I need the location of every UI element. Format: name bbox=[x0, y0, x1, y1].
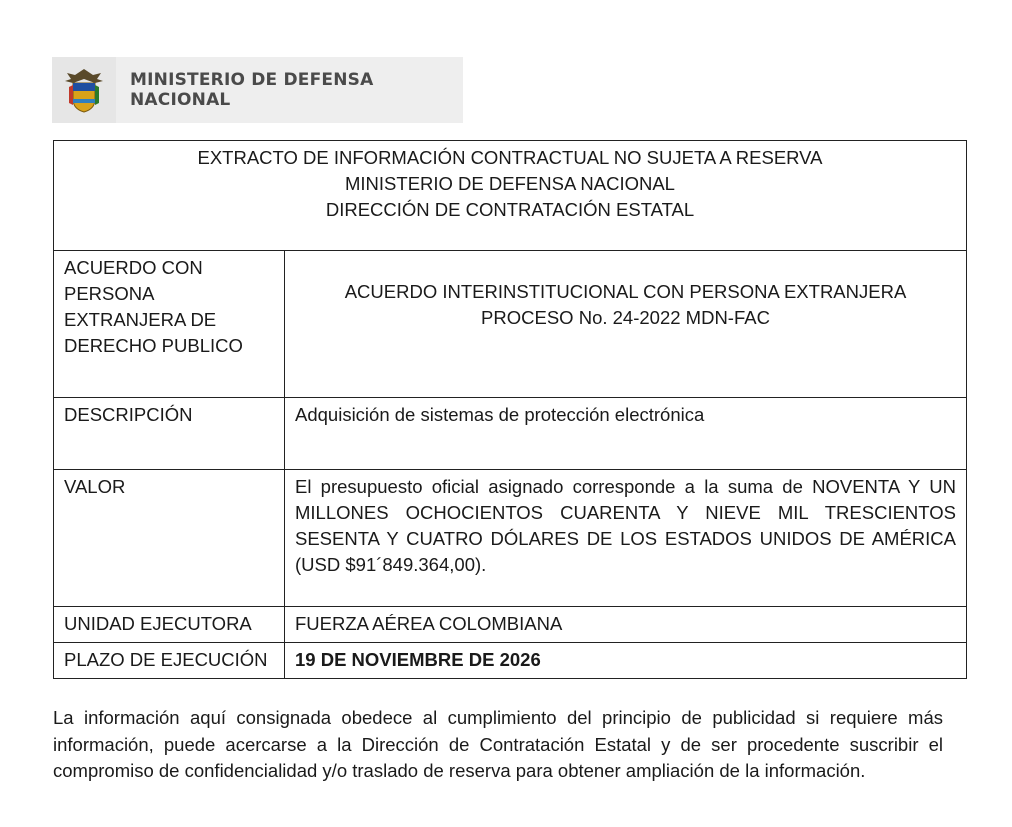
org-name-line1: MINISTERIO DE DEFENSA bbox=[130, 70, 374, 90]
contract-extract-table bbox=[53, 140, 967, 679]
org-name-line2: NACIONAL bbox=[130, 90, 231, 110]
row-label-cell bbox=[54, 251, 285, 398]
row-value-line: PROCESO No. 24-2022 MDN-FAC bbox=[481, 307, 770, 328]
table-row bbox=[54, 470, 967, 607]
row-label-cell: PLAZO DE EJECUCIÓN bbox=[54, 643, 285, 679]
table-title-line3: DIRECCIÓN DE CONTRATACIÓN ESTATAL bbox=[325, 199, 695, 220]
row-label-cell: VALOR bbox=[54, 470, 285, 607]
ministry-logo-banner bbox=[52, 57, 463, 123]
table-title-line2: MINISTERIO DE DEFENSA NACIONAL bbox=[345, 173, 675, 194]
row-label-line: DERECHO PUBLICO bbox=[64, 335, 243, 356]
table-row bbox=[54, 398, 967, 470]
row-value-cell: El presupuesto oficial asignado corresponde a la suma de NOVENTA Y UN MILLONES OCHOCIENTOS CUARENTA Y NIEVE MIL TRESCIENTOS SESENTA Y CUATRO DÓLARES DE LOS ESTADOS UNIDOS DE AMÉRICA (USD $91´849.364,00). bbox=[285, 470, 967, 607]
row-value-cell: FUERZA AÉREA COLOMBIANA bbox=[285, 607, 967, 643]
row-value-cell bbox=[285, 251, 967, 398]
row-value-cell: Adquisición de sistemas de protección electrónica bbox=[285, 398, 967, 470]
row-label-line: PERSONA bbox=[64, 283, 155, 304]
table-title-row bbox=[54, 141, 967, 251]
row-value-cell: 19 DE NOVIEMBRE DE 2026 bbox=[285, 643, 967, 679]
table-row bbox=[54, 643, 967, 679]
table-row bbox=[54, 607, 967, 643]
row-label-line: ACUERDO CON bbox=[64, 257, 203, 278]
coat-of-arms-icon bbox=[52, 57, 116, 123]
row-label-line: EXTRANJERA DE bbox=[64, 309, 217, 330]
table-row bbox=[54, 251, 967, 398]
table-title-cell bbox=[54, 141, 967, 251]
row-label-cell: DESCRIPCIÓN bbox=[54, 398, 285, 470]
row-label-cell: UNIDAD EJECUTORA bbox=[54, 607, 285, 643]
table-title-line1: EXTRACTO DE INFORMACIÓN CONTRACTUAL NO SUJETA A RESERVA bbox=[197, 147, 823, 168]
row-value-line: ACUERDO INTERINSTITUCIONAL CON PERSONA EXTRANJERA bbox=[344, 281, 907, 302]
footer-disclaimer: La información aquí consignada obedece al cumplimiento del principio de publicidad si requiere más información, puede acercarse a la Dirección de Contratación Estatal y de ser procedente suscribir el compromiso de confidencialidad y/o traslado de reserva para obtener ampliación de la información. bbox=[53, 707, 943, 781]
